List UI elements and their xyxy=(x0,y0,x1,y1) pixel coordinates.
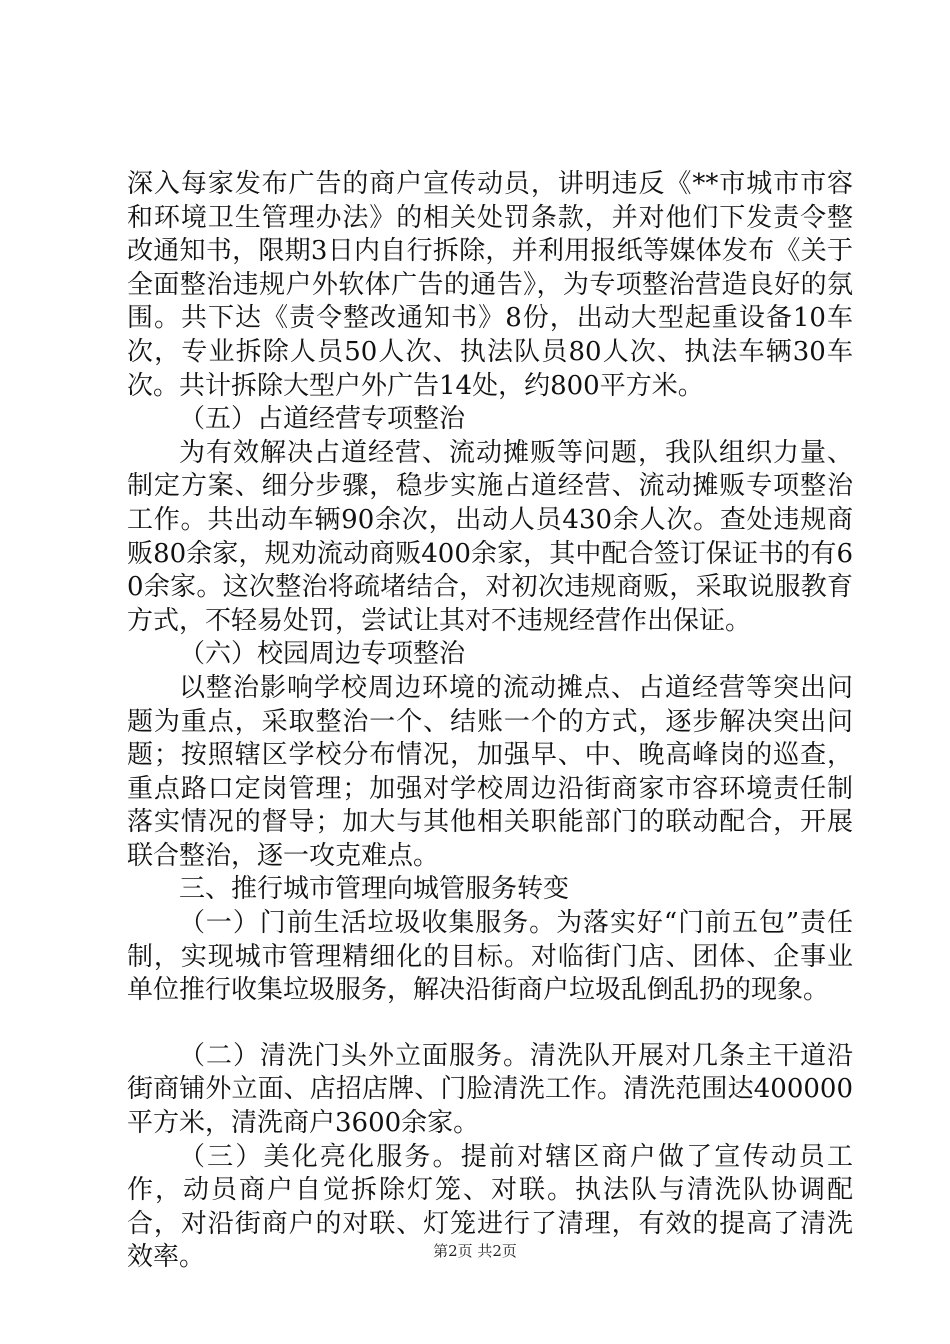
paragraph-ad-rectification: 深入每家发布广告的商户宣传动员，讲明违反《**市城市市容和环境卫生管理办法》的相关处罚条款，并对他们下发责令整改通知书，限期3日内自行拆除，并利用报纸等媒体发布《关于全面整治违规户外软体广告的通告》，为专项整治营造良好的氛围。共下达《责令整改通知书》8份，出动大型起重设备10车次，专业拆除人员50人次、执法队员80人次、执法车辆30车次。共计拆除大型户外广告14处，约800平方米。 xyxy=(127,169,853,401)
paragraph-garbage-collection: （一）门前生活垃圾收集服务。为落实好“门前五包”责任制，实现城市管理精细化的目标。对临街门店、团体、企事业单位推行收集垃圾服务，解决沿街商户垃圾乱倒乱扔的现象。 xyxy=(127,908,853,1006)
paragraph-road-occupation: 为有效解决占道经营、流动摊贩等问题，我队组织力量、制定方案、细分步骤，稳步实施占道经营、流动摊贩专项整治工作。共出动车辆90余次，出动人员430余人次。查处违规商贩80余家，规劝流动商贩400余家，其中配合签订保证书的有60余家。这次整治将疏堵结合，对初次违规商贩，采取说服教育方式，不轻易处罚，尝试让其对不违规经营作出保证。 xyxy=(127,437,853,636)
paragraph-facade-cleaning: （二）清洗门头外立面服务。清洗队开展对几条主干道沿街商铺外立面、店招店牌、门脸清洗工作。清洗范围达400000平方米，清洗商户3600余家。 xyxy=(127,1040,853,1139)
heading-campus-surroundings: （六）校园周边专项整治 xyxy=(179,639,466,670)
paragraph-campus-surroundings: 以整治影响学校周边环境的流动摊点、占道经营等突出问题为重点，采取整治一个、结账一个的方式，逐步解决突出问题；按照辖区学校分布情况，加强早、中、晚高峰岗的巡查，重点路口定岗管理；加强对学校周边沿街商家市容环境责任制落实情况的督导；加大与其他相关职能部门的联动配合，开展联合整治，逐一攻克难点。 xyxy=(127,672,853,871)
heading-section-three: 三、推行城市管理向城管服务转变 xyxy=(179,874,570,905)
heading-road-occupation: （五）占道经营专项整治 xyxy=(179,404,466,435)
paragraph-beautification: （三）美化亮化服务。提前对辖区商户做了宣传动员工作，动员商户自觉拆除灯笼、对联。执法队与清洗队协调配合，对沿街商户的对联、灯笼进行了清理，有效的提高了清洗效率。 xyxy=(127,1141,853,1273)
document-body xyxy=(127,168,853,1275)
page-number: 第2页 共2页 xyxy=(433,1242,517,1260)
